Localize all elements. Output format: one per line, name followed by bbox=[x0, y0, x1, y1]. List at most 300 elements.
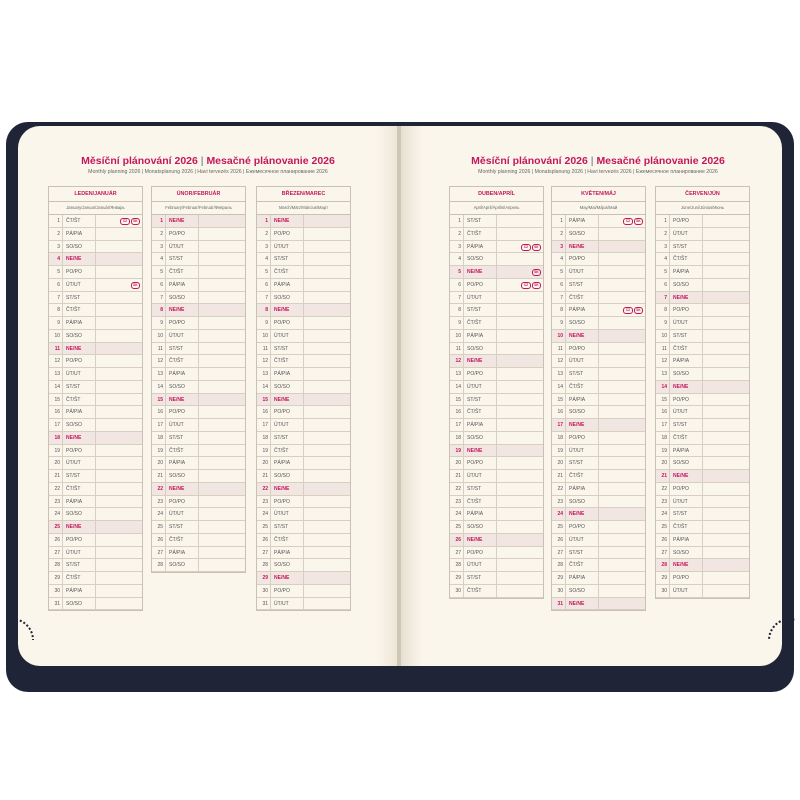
day-row bbox=[656, 215, 749, 228]
day-number: 30 bbox=[656, 585, 670, 597]
day-row bbox=[656, 483, 749, 496]
day-list bbox=[450, 215, 543, 598]
day-row bbox=[257, 406, 350, 419]
weekday-abbrev: SO/SO bbox=[166, 470, 199, 482]
day-row bbox=[49, 445, 142, 458]
note-area bbox=[497, 317, 543, 329]
day-row bbox=[152, 508, 245, 521]
note-area bbox=[497, 292, 543, 304]
month-name: ÚNOR/FEBRUÁR bbox=[152, 187, 245, 202]
weekday-abbrev: PÁ/PIA bbox=[566, 483, 599, 495]
note-area bbox=[199, 394, 245, 406]
day-number: 23 bbox=[152, 496, 166, 508]
month-column bbox=[151, 186, 246, 573]
day-row bbox=[552, 547, 645, 560]
left-page-subtitle: Monthly planning 2026 | Monatsplanung 2026 | Havi tervezés 2026 | Ежемесячное планирование 2026 bbox=[88, 169, 328, 175]
day-number: 28 bbox=[49, 559, 63, 571]
note-area bbox=[304, 292, 350, 304]
weekday-abbrev: NE/NE bbox=[566, 598, 599, 610]
day-number: 25 bbox=[656, 521, 670, 533]
day-number: 13 bbox=[152, 368, 166, 380]
day-row bbox=[552, 317, 645, 330]
month-translations: April/April/Április/Апрель bbox=[450, 202, 543, 215]
day-number: 18 bbox=[152, 432, 166, 444]
weekday-abbrev: PO/PO bbox=[464, 547, 497, 559]
note-area bbox=[703, 559, 749, 571]
weekday-abbrev: PÁ/PIA bbox=[464, 508, 497, 520]
day-number: 25 bbox=[552, 521, 566, 533]
day-row bbox=[656, 406, 749, 419]
weekday-abbrev: ÚT/UT bbox=[566, 534, 599, 546]
day-number: 26 bbox=[152, 534, 166, 546]
day-number: 7 bbox=[656, 292, 670, 304]
weekday-abbrev: ST/ST bbox=[271, 521, 304, 533]
day-row bbox=[49, 292, 142, 305]
day-row-sunday bbox=[49, 432, 142, 445]
weekday-abbrev: ÚT/UT bbox=[566, 445, 599, 457]
note-area bbox=[497, 406, 543, 418]
day-row bbox=[552, 381, 645, 394]
day-row bbox=[49, 304, 142, 317]
weekday-abbrev: PÁ/PIA bbox=[166, 279, 199, 291]
day-number: 17 bbox=[49, 419, 63, 431]
day-number: 4 bbox=[450, 253, 464, 265]
day-row-sunday bbox=[552, 508, 645, 521]
day-row bbox=[656, 457, 749, 470]
day-number: 11 bbox=[152, 343, 166, 355]
day-number: 6 bbox=[450, 279, 464, 291]
weekday-abbrev: ÚT/UT bbox=[464, 470, 497, 482]
day-number: 5 bbox=[450, 266, 464, 278]
month-column bbox=[655, 186, 750, 599]
holiday-badge: SK bbox=[131, 218, 140, 225]
weekday-abbrev: ÚT/UT bbox=[464, 559, 497, 571]
weekday-abbrev: ČT/ŠT bbox=[271, 534, 304, 546]
weekday-abbrev: NE/NE bbox=[566, 508, 599, 520]
weekday-abbrev: NE/NE bbox=[464, 266, 497, 278]
note-area bbox=[703, 304, 749, 316]
note-area bbox=[599, 406, 645, 418]
weekday-abbrev: PÁ/PIA bbox=[166, 368, 199, 380]
month-name: KVĚTEN/MÁJ bbox=[552, 187, 645, 202]
note-area bbox=[703, 368, 749, 380]
weekday-abbrev: ÚT/UT bbox=[566, 355, 599, 367]
weekday-abbrev: PÁ/PIA bbox=[63, 496, 96, 508]
weekday-abbrev: NE/NE bbox=[670, 470, 703, 482]
day-number: 17 bbox=[152, 419, 166, 431]
weekday-abbrev: PO/PO bbox=[464, 279, 497, 291]
day-row bbox=[450, 381, 543, 394]
note-area bbox=[497, 381, 543, 393]
title-slovak: Mesačné plánovanie 2026 bbox=[206, 155, 335, 167]
day-row-sunday bbox=[152, 215, 245, 228]
day-number: 31 bbox=[552, 598, 566, 610]
weekday-abbrev: ST/ST bbox=[566, 368, 599, 380]
day-row bbox=[450, 521, 543, 534]
day-number: 10 bbox=[152, 330, 166, 342]
weekday-abbrev: NE/NE bbox=[271, 215, 304, 227]
weekday-abbrev: SO/SO bbox=[166, 381, 199, 393]
day-row bbox=[552, 470, 645, 483]
weekday-abbrev: PO/PO bbox=[166, 228, 199, 240]
weekday-abbrev: ST/ST bbox=[63, 292, 96, 304]
day-number: 17 bbox=[257, 419, 271, 431]
day-number: 1 bbox=[450, 215, 464, 227]
note-area bbox=[599, 534, 645, 546]
weekday-abbrev: ST/ST bbox=[271, 432, 304, 444]
day-row bbox=[552, 292, 645, 305]
day-number: 18 bbox=[656, 432, 670, 444]
day-row bbox=[656, 266, 749, 279]
note-area bbox=[96, 292, 142, 304]
day-row bbox=[257, 253, 350, 266]
note-area bbox=[96, 572, 142, 584]
month-translations: March/März/Március/Март bbox=[257, 202, 350, 215]
weekday-abbrev: PÁ/PIA bbox=[670, 266, 703, 278]
note-area bbox=[599, 559, 645, 571]
note-area bbox=[703, 521, 749, 533]
note-area bbox=[497, 508, 543, 520]
note-area bbox=[96, 559, 142, 571]
day-row-sunday bbox=[552, 241, 645, 254]
day-row-sunday bbox=[257, 394, 350, 407]
weekday-abbrev: ÚT/UT bbox=[63, 368, 96, 380]
month-translations: January/Januar/Január/Январь bbox=[49, 202, 142, 215]
day-row bbox=[152, 445, 245, 458]
day-number: 10 bbox=[49, 330, 63, 342]
weekday-abbrev: ÚT/UT bbox=[166, 419, 199, 431]
weekday-abbrev: ÚT/UT bbox=[271, 330, 304, 342]
day-row bbox=[656, 419, 749, 432]
day-row-sunday bbox=[656, 470, 749, 483]
weekday-abbrev: PÁ/PIA bbox=[566, 215, 599, 227]
holiday-badge: CZ bbox=[521, 282, 530, 289]
weekday-abbrev: ÚT/UT bbox=[166, 241, 199, 253]
weekday-abbrev: PO/PO bbox=[464, 368, 497, 380]
day-row bbox=[257, 432, 350, 445]
day-number: 16 bbox=[152, 406, 166, 418]
day-row bbox=[257, 470, 350, 483]
weekday-abbrev: ÚT/UT bbox=[670, 496, 703, 508]
weekday-abbrev: ÚT/UT bbox=[271, 241, 304, 253]
day-number: 7 bbox=[552, 292, 566, 304]
weekday-abbrev: ČT/ŠT bbox=[670, 343, 703, 355]
day-number: 24 bbox=[450, 508, 464, 520]
note-area bbox=[497, 394, 543, 406]
weekday-abbrev: ČT/ŠT bbox=[464, 496, 497, 508]
note-area bbox=[497, 368, 543, 380]
note-area bbox=[304, 432, 350, 444]
weekday-abbrev: ČT/ŠT bbox=[63, 304, 96, 316]
note-area bbox=[703, 483, 749, 495]
note-area bbox=[96, 215, 142, 227]
day-number: 12 bbox=[257, 355, 271, 367]
note-area bbox=[497, 215, 543, 227]
day-row bbox=[450, 470, 543, 483]
note-area bbox=[304, 470, 350, 482]
day-row bbox=[152, 241, 245, 254]
weekday-abbrev: ST/ST bbox=[464, 572, 497, 584]
day-row bbox=[152, 406, 245, 419]
day-row bbox=[552, 394, 645, 407]
note-area bbox=[304, 368, 350, 380]
day-number: 9 bbox=[552, 317, 566, 329]
day-number: 27 bbox=[152, 547, 166, 559]
day-row-sunday bbox=[257, 483, 350, 496]
weekday-abbrev: ÚT/UT bbox=[166, 330, 199, 342]
holiday-badge: SK bbox=[532, 282, 541, 289]
note-area bbox=[599, 598, 645, 610]
right-page-title bbox=[408, 155, 788, 167]
weekday-abbrev: ČT/ŠT bbox=[166, 355, 199, 367]
weekday-abbrev: PO/PO bbox=[670, 483, 703, 495]
note-area bbox=[304, 419, 350, 431]
weekday-abbrev: SO/SO bbox=[566, 228, 599, 240]
day-number: 20 bbox=[257, 457, 271, 469]
day-number: 30 bbox=[552, 585, 566, 597]
weekday-abbrev: SO/SO bbox=[271, 470, 304, 482]
day-number: 13 bbox=[450, 368, 464, 380]
month-name: DUBEN/APRÍL bbox=[450, 187, 543, 202]
day-number: 19 bbox=[152, 445, 166, 457]
note-area bbox=[96, 534, 142, 546]
day-row bbox=[450, 483, 543, 496]
note-area bbox=[497, 279, 543, 291]
weekday-abbrev: ČT/ŠT bbox=[63, 483, 96, 495]
day-row bbox=[49, 585, 142, 598]
day-number: 10 bbox=[257, 330, 271, 342]
note-area bbox=[96, 598, 142, 610]
day-number: 10 bbox=[552, 330, 566, 342]
day-row bbox=[656, 394, 749, 407]
note-area bbox=[599, 330, 645, 342]
note-area bbox=[199, 317, 245, 329]
weekday-abbrev: PÁ/PIA bbox=[271, 279, 304, 291]
note-area bbox=[497, 228, 543, 240]
note-area bbox=[599, 394, 645, 406]
month-column bbox=[48, 186, 143, 611]
day-number: 15 bbox=[552, 394, 566, 406]
day-row bbox=[552, 406, 645, 419]
note-area bbox=[304, 279, 350, 291]
note-area bbox=[304, 266, 350, 278]
day-number: 1 bbox=[49, 215, 63, 227]
day-row bbox=[450, 547, 543, 560]
day-row bbox=[450, 279, 543, 292]
day-number: 22 bbox=[552, 483, 566, 495]
day-row bbox=[152, 534, 245, 547]
weekday-abbrev: NE/NE bbox=[271, 394, 304, 406]
note-area bbox=[599, 215, 645, 227]
weekday-abbrev: SO/SO bbox=[63, 419, 96, 431]
weekday-abbrev: ÚT/UT bbox=[63, 547, 96, 559]
note-area bbox=[199, 304, 245, 316]
day-row bbox=[257, 343, 350, 356]
weekday-abbrev: ST/ST bbox=[271, 253, 304, 265]
day-row bbox=[552, 228, 645, 241]
note-area bbox=[703, 457, 749, 469]
weekday-abbrev: PO/PO bbox=[271, 406, 304, 418]
day-row bbox=[257, 559, 350, 572]
note-area bbox=[703, 266, 749, 278]
holiday-badges bbox=[531, 269, 541, 276]
title-czech: Měsíční plánování 2026 bbox=[471, 155, 588, 167]
note-area bbox=[599, 547, 645, 559]
weekday-abbrev: PÁ/PIA bbox=[63, 317, 96, 329]
day-number: 4 bbox=[552, 253, 566, 265]
day-number: 23 bbox=[49, 496, 63, 508]
weekday-abbrev: PÁ/PIA bbox=[271, 368, 304, 380]
note-area bbox=[497, 304, 543, 316]
day-number: 5 bbox=[257, 266, 271, 278]
day-row bbox=[656, 253, 749, 266]
day-row bbox=[257, 266, 350, 279]
weekday-abbrev: ST/ST bbox=[670, 419, 703, 431]
day-row bbox=[656, 534, 749, 547]
day-number: 14 bbox=[152, 381, 166, 393]
day-row bbox=[49, 457, 142, 470]
holiday-badge: SK bbox=[634, 307, 643, 314]
note-area bbox=[96, 343, 142, 355]
note-area bbox=[497, 266, 543, 278]
day-row bbox=[450, 419, 543, 432]
note-area bbox=[703, 470, 749, 482]
day-number: 15 bbox=[450, 394, 464, 406]
day-number: 2 bbox=[552, 228, 566, 240]
day-number: 17 bbox=[552, 419, 566, 431]
note-area bbox=[599, 304, 645, 316]
weekday-abbrev: PO/PO bbox=[63, 355, 96, 367]
day-number: 20 bbox=[49, 457, 63, 469]
weekday-abbrev: SO/SO bbox=[464, 432, 497, 444]
weekday-abbrev: PÁ/PIA bbox=[63, 406, 96, 418]
weekday-abbrev: PO/PO bbox=[670, 304, 703, 316]
weekday-abbrev: ČT/ŠT bbox=[464, 406, 497, 418]
day-row-sunday bbox=[49, 253, 142, 266]
note-area bbox=[199, 215, 245, 227]
day-number: 22 bbox=[450, 483, 464, 495]
weekday-abbrev: ST/ST bbox=[464, 304, 497, 316]
weekday-abbrev: PO/PO bbox=[271, 585, 304, 597]
weekday-abbrev: PO/PO bbox=[63, 445, 96, 457]
note-area bbox=[599, 355, 645, 367]
weekday-abbrev: PO/PO bbox=[464, 457, 497, 469]
note-area bbox=[703, 381, 749, 393]
day-number: 10 bbox=[656, 330, 670, 342]
day-number: 30 bbox=[450, 585, 464, 597]
day-number: 30 bbox=[257, 585, 271, 597]
weekday-abbrev: PÁ/PIA bbox=[166, 457, 199, 469]
day-number: 30 bbox=[49, 585, 63, 597]
day-number: 22 bbox=[49, 483, 63, 495]
note-area bbox=[304, 483, 350, 495]
weekday-abbrev: ÚT/UT bbox=[566, 266, 599, 278]
day-number: 14 bbox=[257, 381, 271, 393]
weekday-abbrev: NE/NE bbox=[271, 483, 304, 495]
note-area bbox=[497, 521, 543, 533]
day-row bbox=[450, 457, 543, 470]
day-number: 25 bbox=[49, 521, 63, 533]
weekday-abbrev: ČT/ŠT bbox=[271, 355, 304, 367]
day-number: 13 bbox=[257, 368, 271, 380]
day-number: 31 bbox=[49, 598, 63, 610]
day-row bbox=[257, 457, 350, 470]
note-area bbox=[304, 598, 350, 610]
day-number: 19 bbox=[656, 445, 670, 457]
day-number: 6 bbox=[49, 279, 63, 291]
day-row bbox=[49, 330, 142, 343]
title-separator: | bbox=[200, 155, 204, 167]
day-row bbox=[552, 457, 645, 470]
day-row bbox=[552, 215, 645, 228]
weekday-abbrev: NE/NE bbox=[166, 394, 199, 406]
note-area bbox=[703, 394, 749, 406]
month-column bbox=[256, 186, 351, 611]
day-row bbox=[450, 406, 543, 419]
weekday-abbrev: ČT/ŠT bbox=[566, 559, 599, 571]
day-number: 1 bbox=[656, 215, 670, 227]
day-number: 9 bbox=[152, 317, 166, 329]
weekday-abbrev: ČT/ŠT bbox=[63, 215, 96, 227]
weekday-abbrev: ÚT/UT bbox=[63, 457, 96, 469]
day-number: 29 bbox=[656, 572, 670, 584]
day-number: 3 bbox=[552, 241, 566, 253]
day-number: 13 bbox=[49, 368, 63, 380]
note-area bbox=[497, 253, 543, 265]
day-row bbox=[49, 381, 142, 394]
weekday-abbrev: NE/NE bbox=[670, 292, 703, 304]
note-area bbox=[304, 585, 350, 597]
note-area bbox=[96, 228, 142, 240]
weekday-abbrev: NE/NE bbox=[670, 559, 703, 571]
holiday-badge: SK bbox=[532, 244, 541, 251]
weekday-abbrev: PO/PO bbox=[566, 343, 599, 355]
weekday-abbrev: ST/ST bbox=[166, 343, 199, 355]
day-number: 13 bbox=[656, 368, 670, 380]
weekday-abbrev: NE/NE bbox=[63, 432, 96, 444]
note-area bbox=[304, 304, 350, 316]
note-area bbox=[599, 317, 645, 329]
day-number: 21 bbox=[257, 470, 271, 482]
day-number: 27 bbox=[656, 547, 670, 559]
day-row bbox=[152, 355, 245, 368]
note-area bbox=[96, 445, 142, 457]
day-number: 1 bbox=[552, 215, 566, 227]
day-number: 21 bbox=[450, 470, 464, 482]
day-row bbox=[49, 496, 142, 509]
weekday-abbrev: SO/SO bbox=[464, 343, 497, 355]
day-row bbox=[552, 496, 645, 509]
weekday-abbrev: SO/SO bbox=[566, 406, 599, 418]
note-area bbox=[96, 508, 142, 520]
day-row bbox=[450, 330, 543, 343]
note-area bbox=[599, 470, 645, 482]
weekday-abbrev: PÁ/PIA bbox=[464, 241, 497, 253]
day-number: 29 bbox=[49, 572, 63, 584]
day-number: 18 bbox=[49, 432, 63, 444]
day-row bbox=[257, 241, 350, 254]
day-number: 31 bbox=[257, 598, 271, 610]
note-area bbox=[497, 547, 543, 559]
day-row bbox=[656, 368, 749, 381]
day-number: 24 bbox=[257, 508, 271, 520]
day-number: 19 bbox=[257, 445, 271, 457]
note-area bbox=[599, 572, 645, 584]
holiday-badges bbox=[130, 282, 140, 289]
day-number: 7 bbox=[152, 292, 166, 304]
note-area bbox=[599, 445, 645, 457]
note-area bbox=[304, 241, 350, 253]
